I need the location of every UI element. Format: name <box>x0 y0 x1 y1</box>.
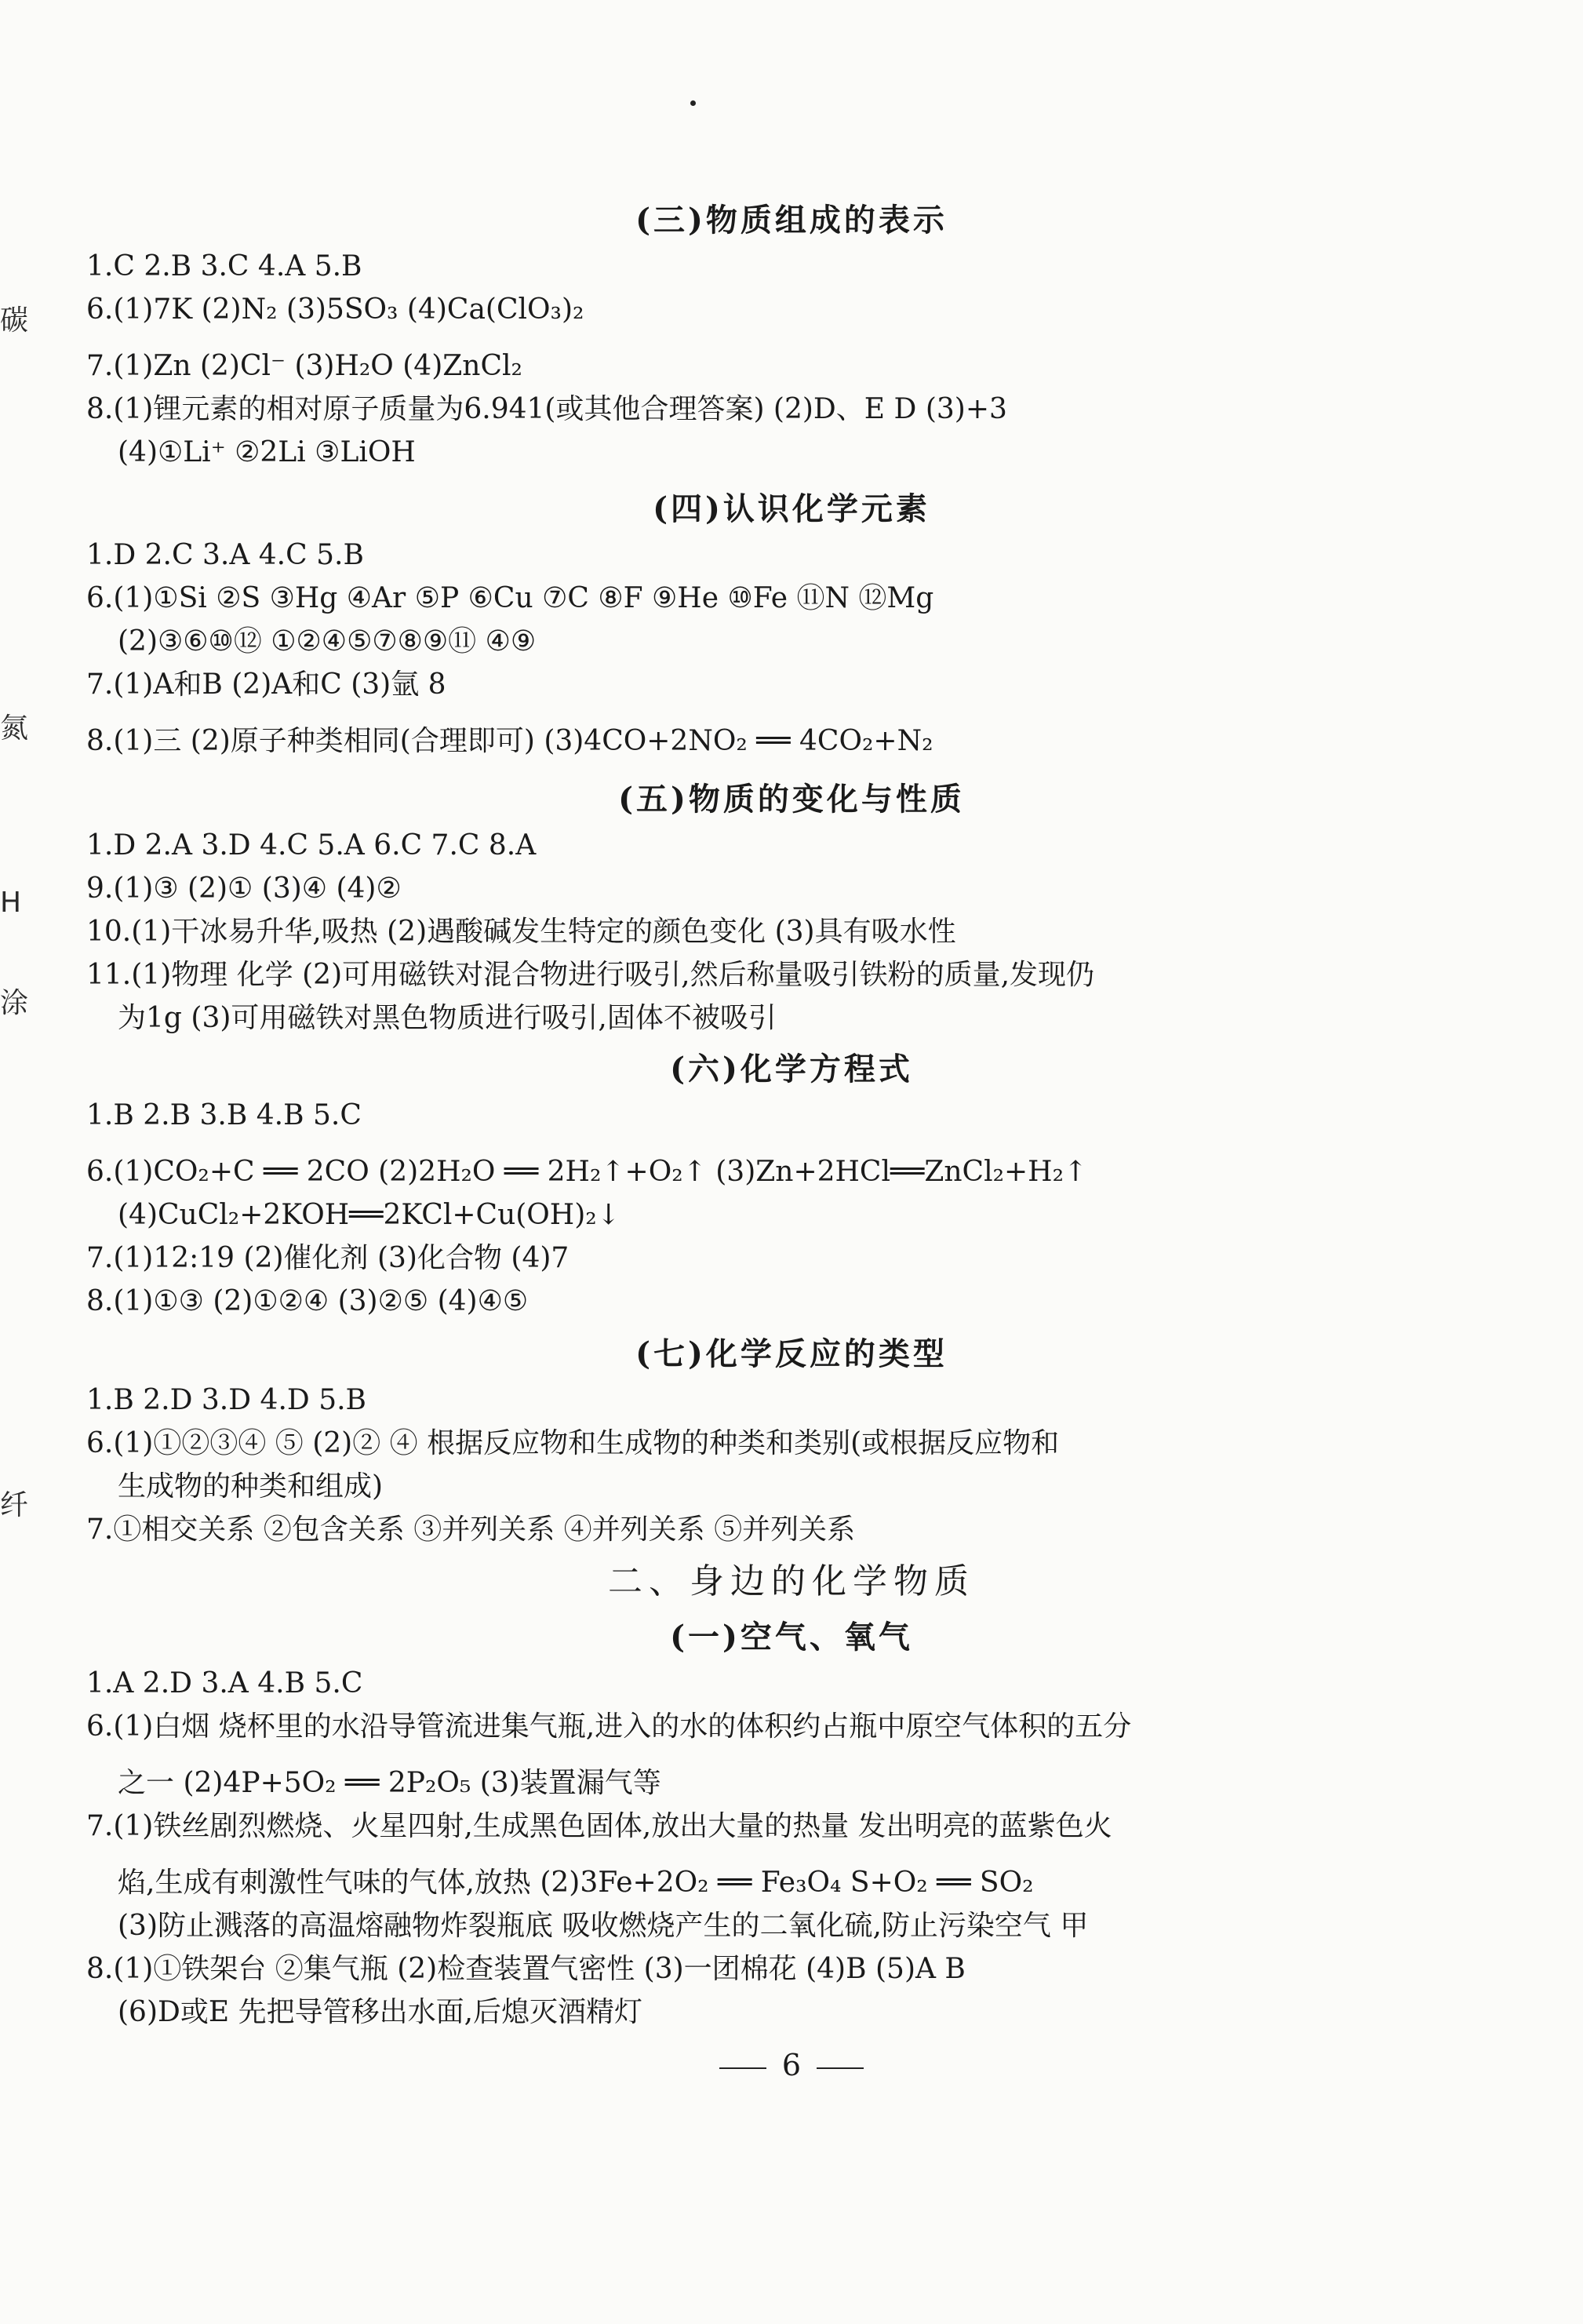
scan-speck <box>690 100 696 106</box>
answer-line: 1.C 2.B 3.C 4.A 5.B <box>86 250 362 282</box>
section-title: (七)化学反应的类型 <box>635 1335 948 1372</box>
margin-char: H <box>0 887 22 919</box>
answer-line: 8.(1)①铁架台 ②集气瓶 (2)检查装置气密性 (3)一团棉花 (4)B (5)A B <box>86 1953 966 1985</box>
answer-line: (6)D或E 先把导管移出水面,后熄灭酒精灯 <box>118 1996 643 2028</box>
answer-line: 6.(1)①Si ②S ③Hg ④Ar ⑤P ⑥Cu ⑦C ⑧F ⑨He ⑩Fe ⑪N ⑫Mg <box>86 582 934 614</box>
page-number-text: 6 <box>781 2048 802 2082</box>
answer-line: 之一 (2)4P+5O₂ ══ 2P₂O₅ (3)装置漏气等 <box>118 1767 661 1799</box>
answer-line: 7.(1)Zn (2)Cl⁻ (3)H₂O (4)ZnCl₂ <box>86 350 522 382</box>
answer-line: 7.(1)A和B (2)A和C (3)氩 8 <box>86 668 446 701</box>
answer-line: 6.(1)CO₂+C ══ 2CO (2)2H₂O ══ 2H₂↑+O₂↑ (3)Zn+2HCl══ZnCl₂+H₂↑ <box>86 1156 1088 1188</box>
answer-line: 7.①相交关系 ②包含关系 ③并列关系 ④并列关系 ⑤并列关系 <box>86 1514 856 1546</box>
answer-line: 7.(1)铁丝剧烈燃烧、火星四射,生成黑色固体,放出大量的热量 发出明亮的蓝紫色火 <box>86 1810 1112 1842</box>
answer-line: 为1g (3)可用磁铁对黑色物质进行吸引,固体不被吸引 <box>118 1002 777 1034</box>
section-title: (三)物质组成的表示 <box>635 202 948 239</box>
answer-line: (2)③⑥⑩⑫ ①②④⑤⑦⑧⑨⑪ ④⑨ <box>118 625 537 657</box>
answer-line: 1.B 2.D 3.D 4.D 5.B <box>86 1384 367 1416</box>
section-title: (一)空气、氧气 <box>670 1619 913 1656</box>
chapter-title: 二、身边的化学物质 <box>608 1561 975 1601</box>
answer-line: (3)防止溅落的高温熔融物炸裂瓶底 吸收燃烧产生的二氧化硫,防止污染空气 甲 <box>118 1910 1089 1942</box>
answer-line: 8.(1)三 (2)原子种类相同(合理即可) (3)4CO+2NO₂ ══ 4CO₂+N₂ <box>86 725 933 757</box>
section-1-air-oxygen <box>0 1613 1583 2034</box>
section-title: (五)物质的变化与性质 <box>618 781 965 818</box>
answer-line: 焰,生成有刺激性气味的气体,放热 (2)3Fe+2O₂ ══ Fe₃O₄ S+O₂ ══ SO₂ <box>118 1867 1034 1899</box>
answer-line: 1.D 2.C 3.A 4.C 5.B <box>86 539 364 571</box>
answer-line: 生成物的种类和组成) <box>118 1470 384 1503</box>
answer-line: 6.(1)7K (2)N₂ (3)5SO₃ (4)Ca(ClO₃)₂ <box>86 293 584 326</box>
answer-line: 7.(1)12:19 (2)催化剂 (3)化合物 (4)7 <box>86 1242 570 1274</box>
answer-line: 8.(1)锂元素的相对原子质量为6.941(或其他合理答案) (2)D、E D (3)+3 <box>86 393 1007 425</box>
section-title: (六)化学方程式 <box>670 1051 913 1087</box>
section-3-composition <box>0 196 1583 474</box>
page-number <box>0 2048 1583 2082</box>
chapter-2-heading <box>0 1557 1583 1606</box>
section-6-equations <box>0 1045 1583 1323</box>
answer-line: 8.(1)①③ (2)①②④ (3)②⑤ (4)④⑤ <box>86 1285 529 1317</box>
answer-line: (4)CuCl₂+2KOH══2KCl+Cu(OH)₂↓ <box>118 1199 620 1231</box>
answer-line: 6.(1)白烟 烧杯里的水沿导管流进集气瓶,进入的水的体积约占瓶中原空气体积的五分 <box>86 1710 1132 1743</box>
margin-char: 氮 <box>0 712 29 745</box>
margin-char: 涂 <box>0 987 29 1019</box>
section-title: (四)认识化学元素 <box>653 490 930 527</box>
answer-line: 6.(1)①②③④ ⑤ (2)② ④ 根据反应物和生成物的种类和类别(或根据反应物和 <box>86 1427 1060 1459</box>
section-4-elements <box>0 485 1583 763</box>
margin-char: 纤 <box>0 1489 29 1521</box>
section-5-changes <box>0 775 1583 1040</box>
section-7-reaction-types <box>0 1330 1583 1551</box>
answer-line: 1.A 2.D 3.A 4.B 5.C <box>86 1667 363 1699</box>
answer-line: 1.D 2.A 3.D 4.C 5.A 6.C 7.C 8.A <box>86 829 537 861</box>
answer-line: 9.(1)③ (2)① (3)④ (4)② <box>86 872 402 905</box>
answer-line: (4)①Li⁺ ②2Li ③LiOH <box>118 436 416 468</box>
answer-line: 11.(1)物理 化学 (2)可用磁铁对混合物进行吸引,然后称量吸引铁粉的质量,发现仍 <box>86 959 1095 991</box>
margin-char: 碳 <box>0 304 29 337</box>
answer-line: 1.B 2.B 3.B 4.B 5.C <box>86 1099 362 1131</box>
answer-line: 10.(1)干冰易升华,吸热 (2)遇酸碱发生特定的颜色变化 (3)具有吸水性 <box>86 916 956 948</box>
